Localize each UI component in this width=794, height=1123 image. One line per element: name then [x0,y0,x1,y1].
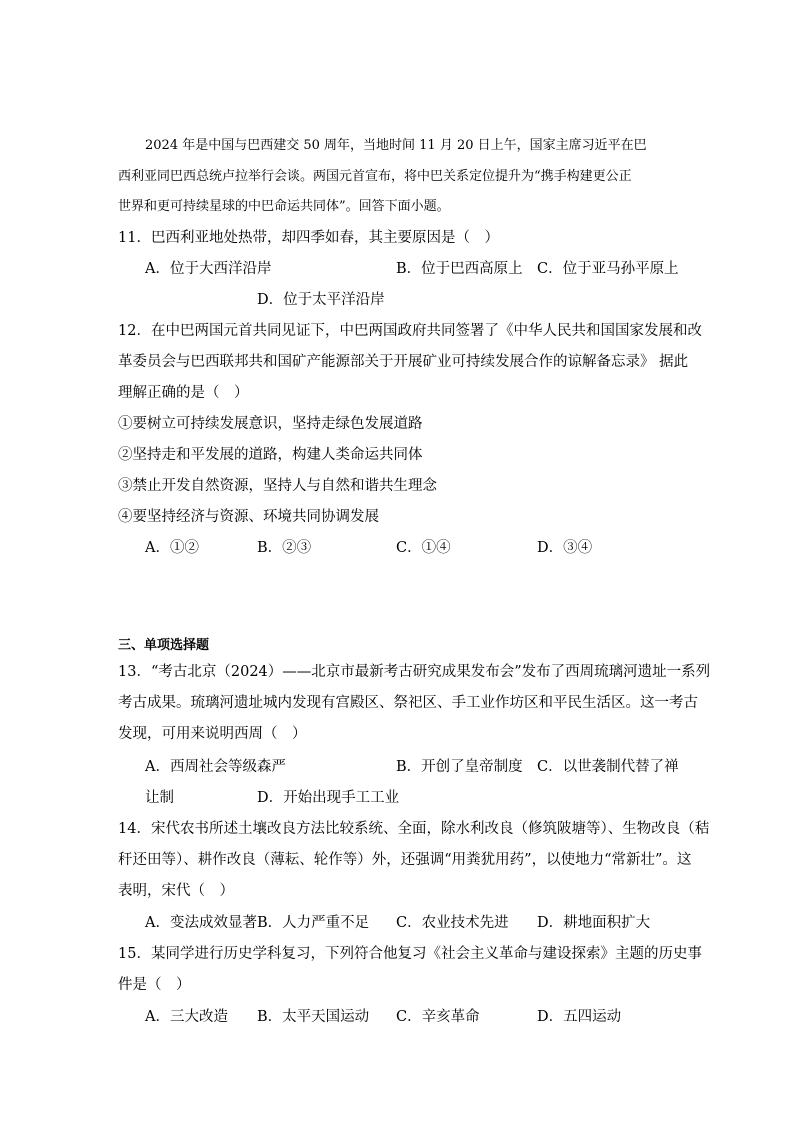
q13-option-d: D．开始出现手工工业 [257,790,400,806]
q12-statement-3: ③禁止开发自然资源，坚持人与自然和谐共生理念 [118,478,437,494]
q12-statement-1: ①要树立可持续发展意识，坚持走绿色发展道路 [118,416,423,432]
q15-option-c: C．辛亥革命 [396,1009,480,1025]
q14-stem-2: 秆还田等）、耕作改良（薄耘、轮作等）外，还强调“用粪犹用药”，以使地力“常新壮”。这 [118,852,692,868]
q11-option-b: B．位于巴西高原上 [396,261,523,277]
q14-option-d: D．耕地面积扩大 [537,915,651,931]
q13-stem-1: 13．“考古北京（2024）——北京市最新考古研究成果发布会”发布了西周琉璃河遗址一系列 [118,664,711,680]
q15-stem-1: 15．某同学进行历史学科复习，下列符合他复习《社会主义革命与建设探索》主题的历史事 [118,946,702,962]
q15-option-a: A．三大改造 [145,1009,228,1025]
q13-option-c-continued: 让制 [145,790,174,806]
q13-option-a: A．西周社会等级森严 [145,759,286,775]
q15-option-b: B．太平天国运动 [257,1009,370,1025]
q11-option-c: C．位于亚马孙平原上 [537,261,679,277]
q13-option-b: B．开创了皇帝制度 [396,759,523,775]
q12-option-d: D．③④ [537,540,593,556]
q11-stem: 11．巴西利亚地处热带，却四季如春，其主要原因是（ ） [118,230,499,246]
q11-option-d: D．位于太平洋沿岸 [257,292,385,308]
q12-option-b: B．②③ [257,540,312,556]
intro-line-1: 2024 年是中国与巴西建交 50 周年，当地时间 11 月 20 日上午，国家主席习近平在巴 [145,138,647,153]
section-title: 三、单项选择题 [118,638,210,653]
intro-line-2: 西利亚同巴西总统卢拉举行会谈。两国元首宣布，将中巴关系定位提升为“携手构建更公正 [118,169,632,184]
q12-statement-4: ④要坚持经济与资源、环境共同协调发展 [118,509,379,525]
q14-option-b: B．人力严重不足 [257,915,370,931]
q12-stem-3: 理解正确的是（ ） [118,385,249,401]
q14-stem-3: 表明，宋代（ ） [118,883,234,899]
q14-option-a: A．变法成效显著 [145,915,257,931]
q15-stem-2: 件是（ ） [118,977,191,993]
q14-option-c: C．农业技术先进 [396,915,509,931]
q12-stem-1: 12．在中巴两国元首共同见证下，中巴两国政府共同签署了《中华人民共和国国家发展和改 [118,323,702,339]
q12-option-a: A．①② [145,540,199,556]
q13-stem-3: 发现，可用来说明西周（ ） [118,726,307,742]
q12-stem-2: 革委员会与巴西联邦共和国矿产能源部关于开展矿业可持续发展合作的谅解备忘录》 据此 [118,354,689,370]
q12-option-c: C．①④ [396,540,451,556]
q13-stem-2: 考古成果。琉璃河遗址城内发现有宫殿区、祭祀区、手工业作坊区和平民生活区。这一考古 [118,695,698,711]
q11-option-a: A．位于大西洋沿岸 [145,261,272,277]
intro-line-3: 世界和更可持续星球的中巴命运共同体”。回答下面小题。 [118,199,450,214]
q14-stem-1: 14．宋代农书所述土壤改良方法比较系统、全面，除水利改良（修筑陂塘等）、生物改良（秸 [118,821,710,837]
q13-option-c: C．以世袭制代替了禅 [537,759,679,775]
q12-statement-2: ②坚持走和平发展的道路，构建人类命运共同体 [118,447,423,463]
q15-option-d: D．五四运动 [537,1009,622,1025]
